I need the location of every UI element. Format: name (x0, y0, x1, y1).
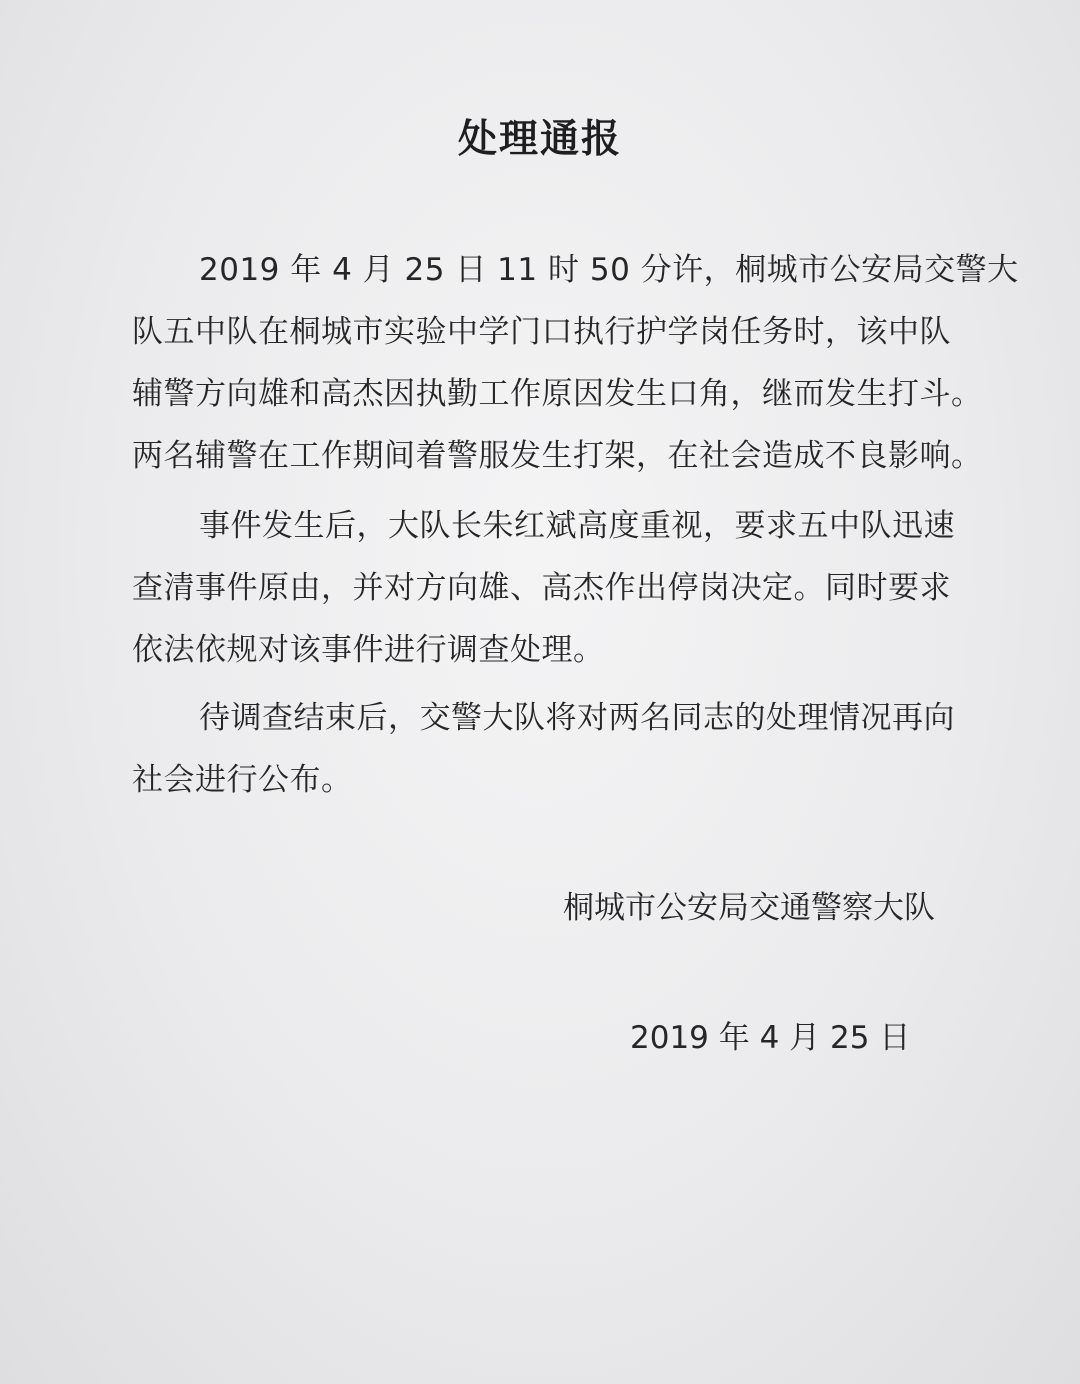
body-line: 查清事件原由，并对方向雄、高杰作出停岗决定。同时要求 (132, 570, 951, 606)
body-line: 依法依规对该事件进行调查处理。 (132, 632, 605, 668)
body-line: 待调查结束后，交警大队将对两名同志的处理情况再向 (199, 700, 955, 736)
body-line: 社会进行公布。 (132, 762, 353, 798)
notice-title: 处理通报 (457, 117, 622, 162)
body-line: 事件发生后，大队长朱红斌高度重视，要求五中队迅速 (199, 508, 955, 544)
issuer-signature: 桐城市公安局交通警察大队 (563, 890, 935, 926)
body-line: 两名辅警在工作期间着警服发生打架，在社会造成不良影响。 (132, 438, 983, 474)
body-line: 队五中队在桐城市实验中学门口执行护学岗任务时，该中队 (132, 314, 951, 350)
issue-date: 2019 年 4 月 25 日 (630, 1020, 911, 1056)
body-line: 2019 年 4 月 25 日 11 时 50 分许，桐城市公安局交警大 (199, 252, 1019, 288)
body-line: 辅警方向雄和高杰因执勤工作原因发生口角，继而发生打斗。 (132, 376, 983, 412)
